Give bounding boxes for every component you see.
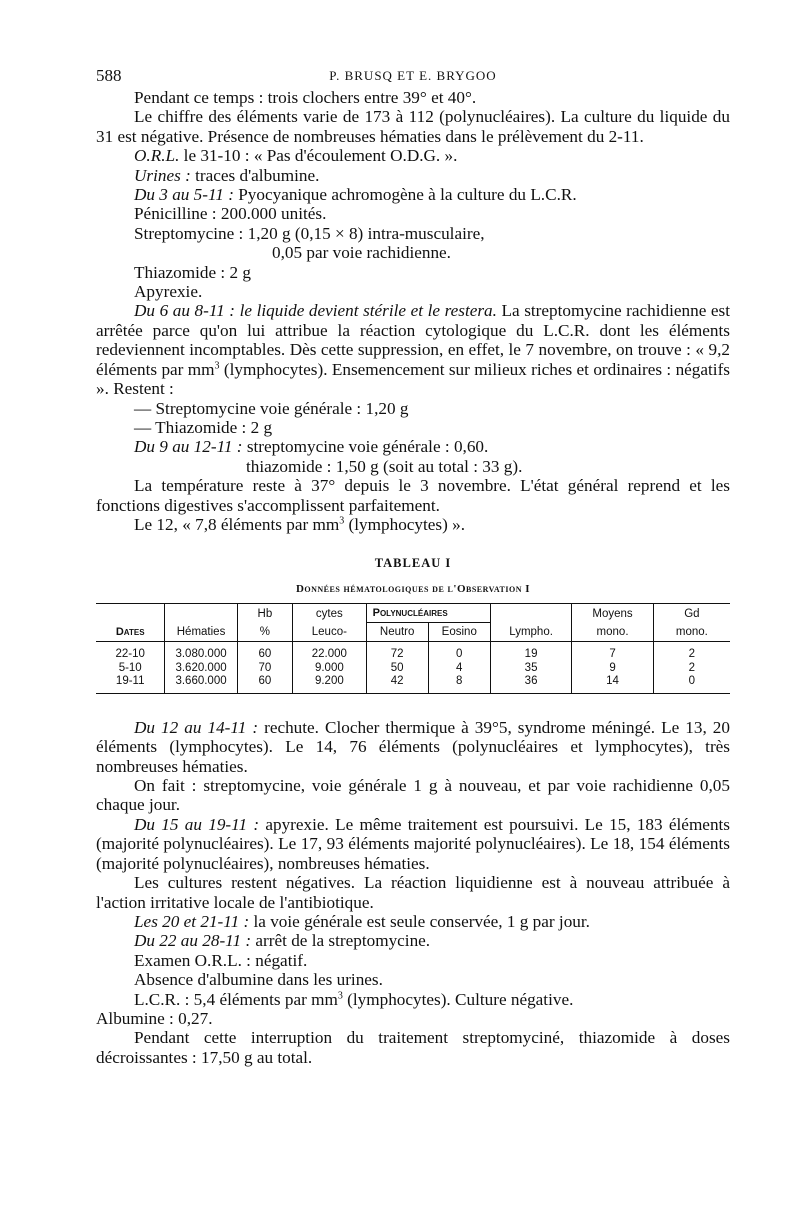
cell-moyens: 7 [572, 642, 653, 662]
du22-label: Du 22 au 28-11 : [134, 931, 252, 951]
para-le12 [96, 515, 730, 534]
para-absence: Absence d'albumine dans les urines. [134, 970, 383, 990]
th-cytes-bottom: Leuco- [293, 623, 367, 642]
th-moyens-bottom: mono. [572, 623, 653, 642]
du3-label: Du 3 au 5-11 : [134, 185, 234, 205]
urines-text: traces d'albumine. [190, 165, 320, 185]
th-lympho: Lympho. [490, 604, 572, 642]
hematology-grid [96, 604, 730, 693]
page-header [96, 58, 730, 88]
cell-hb: 60 [237, 642, 292, 662]
para-examen: Examen O.R.L. : négatif. [134, 950, 308, 970]
body-text-top [96, 88, 730, 534]
table-row [96, 662, 730, 676]
du15-text: apyrexie. Le même traitement est poursuivi. Le 15, 183 éléments (majorité polynucléaires). Le 17, 93 éléments majorité polynucléaires). Le 18, 154 éléments (majorité polynucléaires), nombreuses hématies. [96, 814, 730, 873]
para-temperature: La température reste à 37° depuis le 3 novembre. L'état général reprend et les fonctions digestives s'accomplissent parfaitement. [96, 476, 730, 515]
urines-label: Urines : [134, 165, 191, 185]
cell-date: 19-11 [115, 675, 145, 688]
th-moyens-top: Moyens [572, 604, 653, 623]
table-subtitle: Données hématologiques de l'Observation I [295, 583, 531, 596]
du22-text: arrêt de la streptomycine. [251, 931, 431, 951]
du12-label: Du 12 au 14-11 : [134, 717, 259, 737]
cell-hb: 70 [237, 662, 292, 676]
du6-sup: 3 [214, 359, 220, 371]
para-penicilline: Pénicilline : 200.000 unités. [134, 204, 327, 224]
th-dates: Dates [115, 626, 145, 639]
cell-lympho: 36 [490, 675, 572, 693]
table-row [96, 642, 730, 662]
cell-hematies: 3.080.000 [165, 642, 237, 662]
th-polynucleaires: Polynucléaires [366, 604, 490, 623]
cell-gd: 2 [653, 662, 730, 676]
orl-text: le 31-10 : « Pas d'écoulement O.D.G. ». [179, 146, 458, 166]
para-dash2: — Thiazomide : 2 g [134, 417, 273, 437]
para-dash1: — Streptomycine voie générale : 1,20 g [134, 398, 409, 418]
running-title: P. BRUSQ ET E. BRYGOO [329, 68, 497, 83]
cell-neutro: 42 [366, 675, 428, 693]
cell-lympho: 35 [490, 662, 572, 676]
para-du3 [96, 185, 730, 204]
table-row [96, 675, 730, 693]
du6-text-a: La streptomycine rachidienne est arrêtée parce qu'on lui attribue la réaction cytologique du L.C.R. dont les éléments redeviennent incomptables. Dès cette suppression, en effet, le 7 novembre, on trouve : « 9,2 éléments par mm [96, 301, 730, 379]
du12-text: rechute. Clocher thermique à 39°5, syndrome méningé. Le 13, 20 éléments (lymphocytes). Le 14, 76 éléments (polynucléaires et lymphocytes), très nombreuses hématies. [96, 717, 730, 776]
cell-leuco: 9.200 [293, 675, 367, 693]
le12-sup: 3 [339, 515, 345, 527]
cell-eosino: 8 [428, 675, 490, 693]
th-eosino: Eosino [428, 623, 490, 642]
du3-text: Pyocyanique achromogène à la culture du L.C.R. [233, 185, 577, 205]
cell-gd: 0 [653, 675, 730, 693]
para-albumine: Albumine : 0,27. [96, 1008, 213, 1028]
cell-neutro: 50 [366, 662, 428, 676]
th-hb-top: Hb [237, 604, 292, 623]
cell-neutro: 72 [366, 642, 428, 662]
cell-moyens: 14 [572, 675, 653, 693]
les20-label: Les 20 et 21-11 : [134, 911, 250, 931]
cell-gd: 2 [653, 642, 730, 662]
cell-hematies: 3.620.000 [165, 662, 237, 676]
table-caption: TABLEAU I [374, 556, 452, 571]
du9-label: Du 9 au 12-11 : [134, 437, 243, 457]
para-thiazo2: thiazomide : 1,50 g (soit au total : 33 g). [246, 456, 523, 476]
le12-text-b: (lymphocytes) ». [344, 514, 466, 534]
para-du15 [96, 815, 730, 873]
body-text-bottom [96, 718, 730, 1067]
page-number: 588 [96, 66, 122, 85]
du6-label: Du 6 au 8-11 : le liquide devient stérile et le restera. [134, 301, 497, 321]
para-onfait: On fait : streptomycine, voie générale 1 g à nouveau, et par voie rachidienne 0,05 chaque jour. [96, 776, 730, 815]
para-du9 [96, 437, 730, 456]
para-temps: Pendant ce temps : trois clochers entre 39° et 40°. [134, 88, 477, 107]
para-lcr [96, 990, 730, 1009]
para-urines [96, 166, 730, 185]
para-apyrexie: Apyrexie. [134, 282, 203, 302]
para-thiazo1: Thiazomide : 2 g [134, 262, 251, 282]
cell-date: 22-10 [115, 648, 145, 661]
para-cultures: Les cultures restent négatives. La réaction liquidienne est à nouveau attribuée à l'action irritative locale de l'antibiotique. [96, 873, 730, 912]
hematology-table [96, 603, 730, 694]
du9-text: streptomycine voie générale : 0,60. [242, 437, 489, 457]
para-du6 [96, 301, 730, 398]
lcr-sup: 3 [337, 989, 343, 1001]
le12-text-a: Le 12, « 7,8 éléments par mm [134, 514, 340, 534]
para-strepto1: Streptomycine : 1,20 g (0,15 × 8) intra-musculaire, [134, 223, 485, 243]
th-cytes-top: cytes [293, 604, 367, 623]
cell-hb: 60 [237, 675, 292, 693]
les20-text: la voie générale est seule conservée, 1 g par jour. [249, 911, 590, 931]
cell-eosino: 0 [428, 642, 490, 662]
th-hematies: Hématies [165, 604, 237, 642]
th-gd-bottom: mono. [653, 623, 730, 642]
th-gd-top: Gd [653, 604, 730, 623]
th-hb-bottom: % [237, 623, 292, 642]
cell-date: 5-10 [118, 661, 142, 674]
lcr-text-a: L.C.R. : 5,4 éléments par mm [134, 989, 338, 1009]
para-pendant: Pendant cette interruption du traitement streptomyciné, thiazomide à doses décroissantes : 17,50 g au total. [96, 1028, 730, 1067]
para-orl [96, 146, 730, 165]
cell-leuco: 22.000 [293, 642, 367, 662]
para-chiffre: Le chiffre des éléments varie de 173 à 112 (polynucléaires). La culture du liquide du 31 est négative. Présence de nombreuses hématies dans le prélèvement du 2-11. [96, 107, 730, 146]
para-les20 [96, 912, 730, 931]
cell-moyens: 9 [572, 662, 653, 676]
para-strepto2: 0,05 par voie rachidienne. [272, 243, 451, 263]
page [96, 58, 730, 1067]
th-neutro: Neutro [366, 623, 428, 642]
cell-lympho: 19 [490, 642, 572, 662]
lcr-text-b: (lymphocytes). Culture négative. [342, 989, 574, 1009]
cell-leuco: 9.000 [293, 662, 367, 676]
du6-text-b: (lymphocytes). Ensemencement sur milieux riches et ordinaires : négatifs ». Restent : [96, 359, 730, 399]
para-du22 [96, 931, 730, 950]
orl-label: O.R.L. [134, 146, 180, 166]
cell-eosino: 4 [428, 662, 490, 676]
du15-label: Du 15 au 19-11 : [134, 814, 260, 834]
cell-hematies: 3.660.000 [165, 675, 237, 693]
para-du12 [96, 718, 730, 776]
